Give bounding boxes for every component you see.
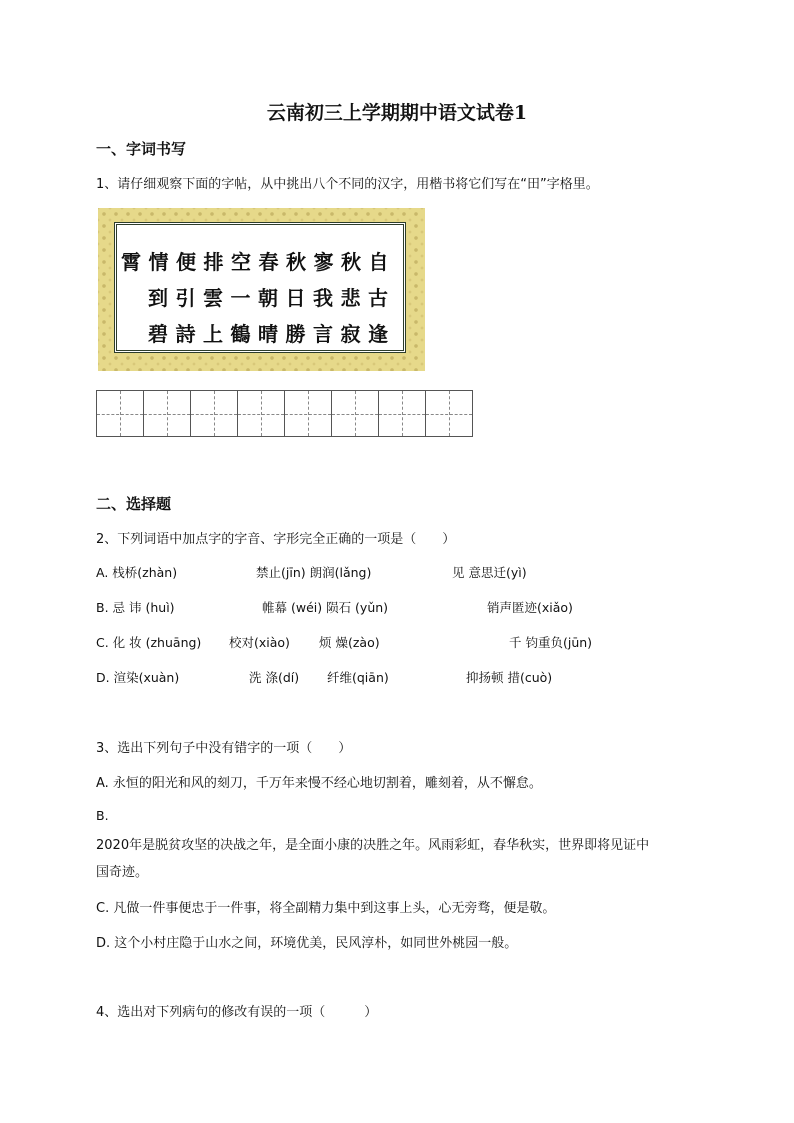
- option-2b-part1: B. 忌 讳 (huì): [96, 600, 175, 615]
- option-3b-label: B.: [96, 808, 109, 823]
- tian-cell[interactable]: [96, 390, 144, 437]
- option-2d-part3: 纤维(qiān): [327, 670, 389, 685]
- option-2c: [96, 633, 696, 651]
- copybook-row-2: 到引雲一朝日我悲古: [148, 286, 396, 310]
- option-2b-part2: 帷幕 (wéi) 陨石 (yǔn): [262, 600, 389, 615]
- option-2d: [96, 668, 696, 686]
- option-2c-part1: C. 化 妆 (zhuāng): [96, 635, 202, 650]
- section-heading-2: 二、选择题: [96, 495, 172, 513]
- option-2d-part2: 洗 涤(dí): [249, 670, 300, 685]
- tian-grid[interactable]: [96, 390, 472, 437]
- question-3-stem: 3、选出下列句子中没有错字的一项（ ）: [96, 741, 352, 756]
- option-2a-part1: A. 栈桥(zhàn): [96, 565, 178, 580]
- tian-cell[interactable]: [143, 390, 191, 437]
- option-3a: A. 永恒的阳光和风的刻刀，千万年来慢不经心地切割着，雕刻着，从不懈怠。: [96, 776, 542, 791]
- option-3d: D. 这个小村庄隐于山水之间，环境优美，民风淳朴，如同世外桃园一般。: [96, 936, 518, 951]
- question-4-stem: 4、选出对下列病句的修改有误的一项（ ）: [96, 1005, 378, 1020]
- option-2a-part3: 见 意思迁(yì): [452, 565, 527, 580]
- tian-cell[interactable]: [331, 390, 379, 437]
- copybook-row-1: 霄情便排空春秋寥秋自: [121, 250, 396, 274]
- option-3c: C. 凡做一件事便忠于一件事，将全副精力集中到这事上头，心无旁骛，便是敬。: [96, 901, 556, 916]
- option-2b-part3: 销声匿迹(xiǎo): [487, 600, 573, 615]
- option-2a: [96, 563, 696, 581]
- option-3b-line2: 国奇迹。: [96, 865, 149, 880]
- copybook-row-3: 碧詩上鶴晴勝言寂逢: [148, 322, 396, 346]
- tian-cell[interactable]: [237, 390, 285, 437]
- option-2b: [96, 598, 696, 616]
- page-title: 云南初三上学期期中语文试卷1: [266, 102, 528, 124]
- question-2-stem: 2、下列词语中加点字的字音、字形完全正确的一项是（ ）: [96, 532, 456, 547]
- option-2c-part2: 校对(xiào): [229, 635, 290, 650]
- tian-cell[interactable]: [190, 390, 238, 437]
- tian-cell[interactable]: [284, 390, 332, 437]
- option-2d-part1: D. 渲染(xuàn): [96, 670, 180, 685]
- option-3b-line1: 2020年是脱贫攻坚的决战之年，是全面小康的决胜之年。风雨彩虹，春华秋实，世界即将见证中: [96, 838, 650, 853]
- option-2d-part4: 抑扬顿 措(cuò): [466, 670, 553, 685]
- question-1: 1、请仔细观察下面的字帖，从中挑出八个不同的汉字，用楷书将它们写在“田”字格里。: [96, 177, 599, 192]
- tian-cell[interactable]: [378, 390, 426, 437]
- copybook-board: [114, 222, 406, 353]
- copybook-image: [98, 208, 425, 371]
- option-2c-part4: 千 钧重负(jūn): [509, 635, 593, 650]
- option-2a-part2: 禁止(jīn) 朗润(lǎng): [256, 565, 372, 580]
- section-heading-1: 一、字词书写: [96, 140, 187, 158]
- tian-cell[interactable]: [425, 390, 473, 437]
- option-2c-part3: 烦 燥(zào): [319, 635, 380, 650]
